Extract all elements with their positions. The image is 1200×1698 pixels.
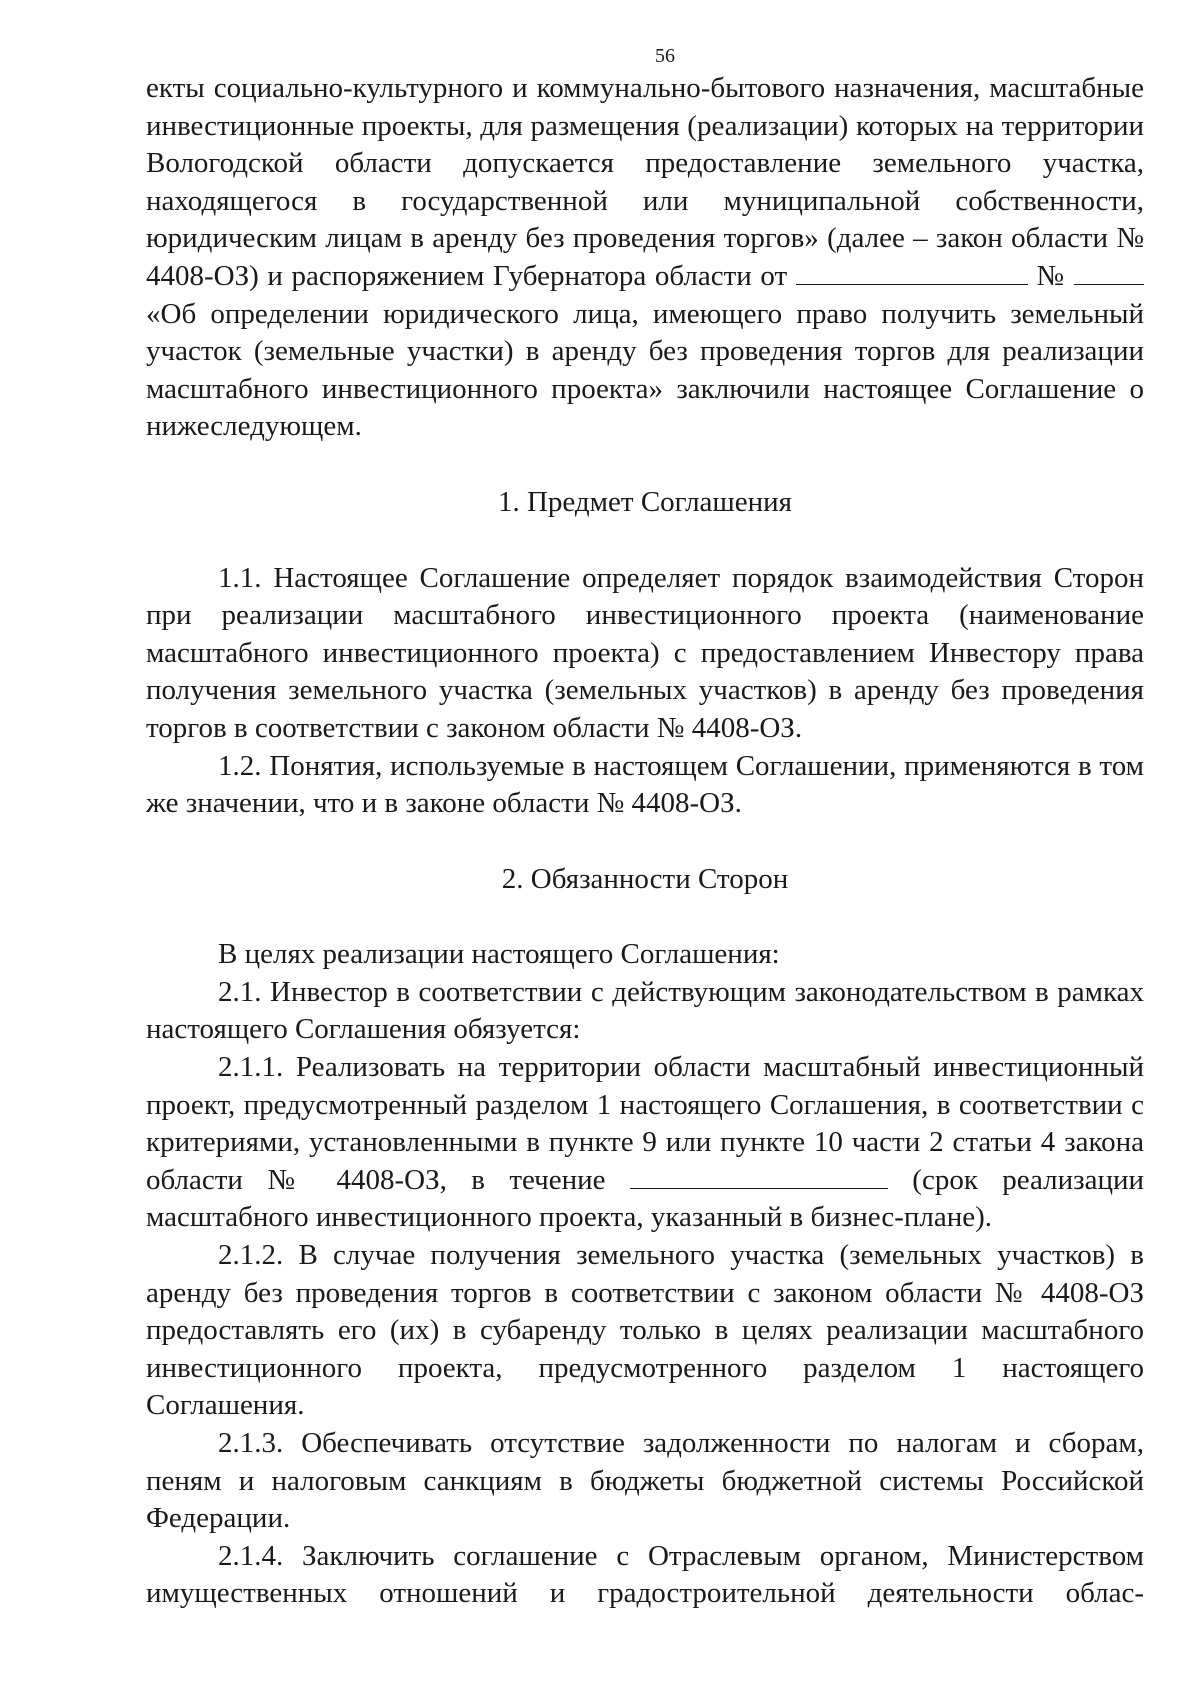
clause-2-1-3: 2.1.3. Обеспечивать отсутствие задолженности по налогам и сборам, пеням и налоговым санкциям в бюджеты бюджетной системы Российской Федерации. — [146, 1427, 1144, 1535]
page-number: 56 — [655, 45, 675, 67]
section-2-lead: В целях реализации настоящего Соглашения: — [218, 938, 780, 971]
document-page — [146, 44, 1144, 1613]
section-2-heading: 2. Обязанности Сторон — [501, 862, 789, 895]
clause-2-1-2: 2.1.2. В случае получения земельного участка (земельных участков) в аренду без проведения торгов в соответствии с законом области № 4408-ОЗ предоставлять его (их) в субаренду только в целях реализации масштабного инвестиционного проекта, предусмотренного разделом 1 настоящего Соглашения. — [146, 1239, 1144, 1422]
intro-number-sign: № — [1036, 259, 1066, 292]
intro-paragraph — [146, 70, 1144, 446]
clause-2-1-1-text-b: (срок реализации масштабного инвестиционного проекта, указанный в бизнес-плане). — [146, 1163, 1145, 1234]
term-blank — [630, 1162, 888, 1189]
intro-text-part2: «Об определении юридического лица, имеющего право получить земельный участок (земельные участки) в аренду без проведения торгов для реализации масштабного инвестиционного проекта» заключили настоящее Соглашение о нижеследующем. — [146, 297, 1144, 443]
section-1-heading: 1. Предмет Соглашения — [497, 485, 793, 518]
clause-1-2: 1.2. Понятия, используемые в настоящем Соглашении, применяются в том же значении, что и в законе области № 4408-ОЗ. — [146, 749, 1144, 820]
clause-2-1-1 — [146, 1049, 1144, 1237]
number-blank — [1074, 258, 1144, 285]
date-blank — [796, 258, 1028, 285]
clause-2-1: 2.1. Инвестор в соответствии с действующим законодательством в рамках настоящего Соглашения обязуется: — [146, 975, 1144, 1046]
clause-1-1: 1.1. Настоящее Соглашение определяет порядок взаимодействия Сторон при реализации масштабного инвестиционного проекта (наименование масштабного инвестиционного проекта) с предоставлением Инвестору права получения земельного участка (земельных участков) в аренду без проведения торгов в соответствии с законом области № 4408-ОЗ. — [146, 561, 1144, 744]
clause-2-1-4: 2.1.4. Заключить соглашение с Отраслевым органом, Министерством имущественных отношений и градостроительной деятельности облас- — [146, 1539, 1144, 1610]
clause-2-1-1-text-a: 2.1.1. Реализовать на территории области масштабный инвестиционный проект, предусмотренный разделом 1 настоящего Соглашения, в соответствии с критериями, установленными в пункте 9 или пункте 10 части 2 статьи 4 закона области № 4408-ОЗ, в течение — [146, 1051, 1144, 1196]
intro-text-part1: екты социально-культурного и коммунально-бытового назначения, масштабные инвестиционные проекты, для размещения (реализации) которых на территории Вологодской области допускается предоставление земельного участка, находящегося в государственной или муниципальной собственности, юридическим лицам в аренду без проведения торгов» (далее – закон области № 4408-ОЗ) и распоряжением Губернатора области от — [146, 72, 1144, 292]
